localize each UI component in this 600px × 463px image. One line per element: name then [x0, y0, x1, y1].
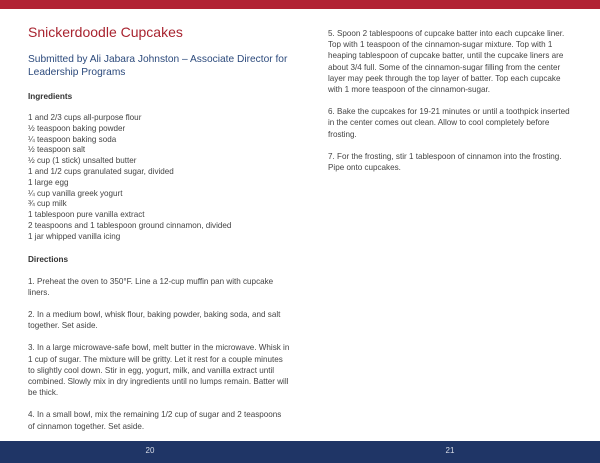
- ingredient-item: 1 large egg: [28, 177, 69, 187]
- direction-step: 4. In a small bowl, mix the remaining 1/2 cup of sugar and 2 teaspoons of cinnamon together. Set aside.: [28, 410, 282, 431]
- direction-step: 2. In a medium bowl, whisk flour, baking powder, baking soda, and salt together. Set aside.: [28, 309, 281, 331]
- ingredient-item: ½ teaspoon salt: [28, 145, 86, 155]
- direction-step: 1. Preheat the oven to 350°F. Line a 12-cup muffin pan with cupcake liners.: [28, 276, 274, 297]
- ingredients-list: [28, 113, 290, 243]
- ingredient-item: 1 tablespoon pure vanilla extract: [28, 210, 145, 220]
- ingredient-item: ½ teaspoon baking powder: [28, 123, 126, 133]
- ingredients-heading: Ingredients: [28, 92, 73, 101]
- ingredient-item: ¼ teaspoon baking soda: [28, 134, 117, 144]
- direction-step: 3. In a large microwave-safe bowl, melt butter in the microwave. Whisk in 1 cup of sugar. The mixture will be gritty. Let it rest for a couple minutes to slightly cool down. Stir in egg, yogurt, milk, and vanilla extract until combined. Slowly mix in dry ingredients until no lumps remain. Batter will be thick.: [28, 343, 290, 398]
- ingredient-item: 1 and 2/3 cups all-purpose flour: [28, 113, 142, 122]
- left-page: [28, 24, 290, 443]
- ingredient-item: ¾ cup milk: [28, 199, 67, 209]
- ingredient-item: ¼ cup vanilla greek yogurt: [28, 188, 123, 198]
- ingredient-item: 1 and 1/2 cups granulated sugar, divided: [28, 166, 174, 176]
- page-number-left: 20: [145, 446, 155, 455]
- top-accent-bar: [0, 0, 600, 9]
- footer-bar: [0, 441, 600, 463]
- ingredient-item: 1 jar whipped vanilla icing: [28, 231, 121, 241]
- ingredient-item: ½ cup (1 stick) unsalted butter: [28, 156, 137, 166]
- direction-step: 7. For the frosting, stir 1 tablespoon of cinnamon into the frosting. Pipe onto cupcakes.: [328, 151, 562, 173]
- directions-heading: Directions: [28, 254, 69, 264]
- page-number-right: 21: [445, 446, 455, 455]
- direction-step: 5. Spoon 2 tablespoons of cupcake batter into each cupcake liner. Top with 1 teaspoon of the cinnamon-sugar mixture. Top with 1 heaping tablespoon of cupcake batter, until the cupcake liners are about 3/4 full. Some of the cinnamon-sugar filling from the center layer may peek through the top layer of batter. Top each cupcake with 1 more teaspoon of the cinnamon-sugar.: [328, 29, 565, 95]
- right-page: [328, 28, 576, 184]
- recipe-title: Snickerdoodle Cupcakes: [28, 24, 183, 40]
- direction-step: 6. Bake the cupcakes for 19-21 minutes or until a toothpick inserted in the center comes out clean. Allow to cool completely before frosting.: [328, 107, 570, 139]
- ingredient-item: 2 teaspoons and 1 tablespoon ground cinnamon, divided: [28, 220, 232, 230]
- recipe-byline: Submitted by Ali Jabara Johnston – Associate Director for Leadership Programs: [28, 54, 288, 78]
